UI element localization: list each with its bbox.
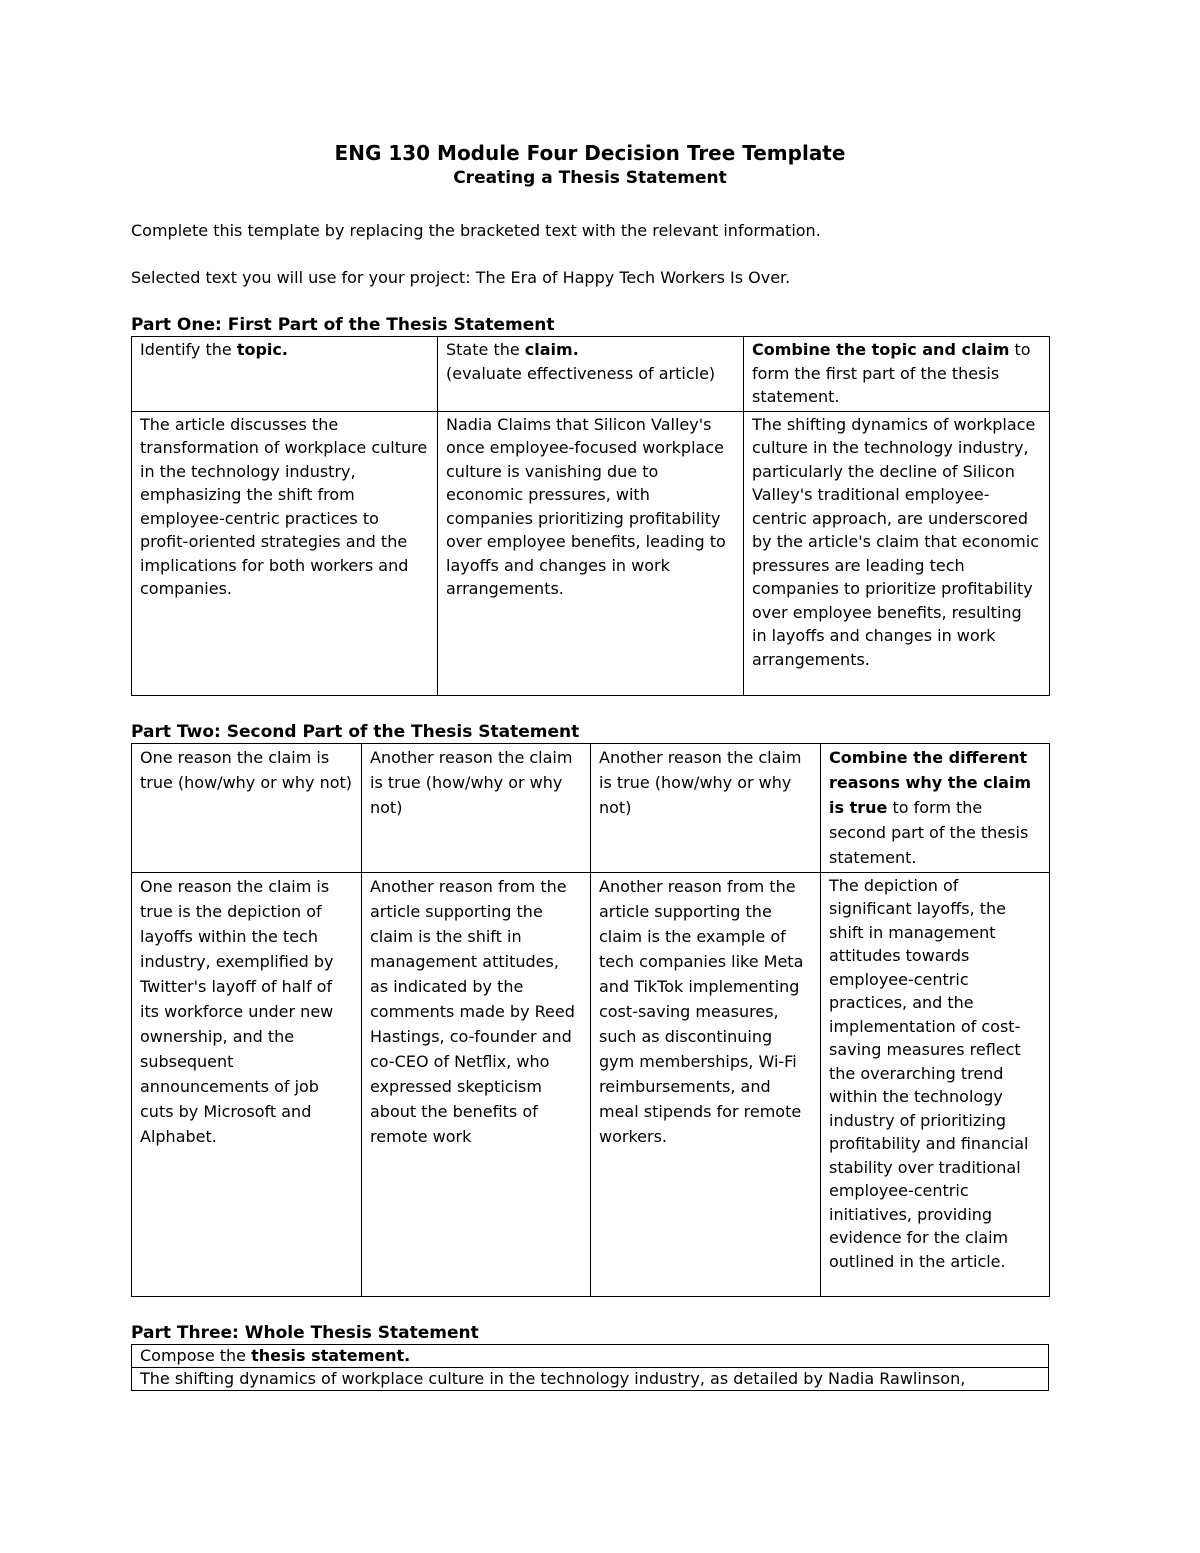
claim-header-note: (evaluate effectiveness of article) [446, 363, 716, 383]
reason-one-cell[interactable]: One reason the claim is true is the depiction of layoffs within the tech industry, exemplified by Twitter's layoff of half of its workforce under new ownership, and the subsequent announcements of job cuts by Microsoft and Alphabet. [132, 872, 362, 1296]
thesis-statement-cell[interactable]: The shifting dynamics of workplace culture in the technology industry, as detailed by Nadia Rawlinson, [132, 1367, 1049, 1390]
part-two-heading: Part Two: Second Part of the Thesis Statement [131, 721, 580, 742]
reason-three-header-cell: Another reason the claim is true (how/why or why not) [591, 743, 821, 872]
reason-three-cell[interactable]: Another reason from the article supporting the claim is the example of tech companies like Meta and TikTok implementing cost-saving measures, such as discontinuing gym memberships, Wi-Fi reimbursements, and meal stipends for remote workers. [591, 872, 821, 1296]
combined-second-part-cell[interactable]: The depiction of significant layoffs, the shift in management attitudes towards employee-centric practices, and the implementation of cost-saving measures reflect the overarching trend within the technology industry of prioritizing profitability and financial stability over traditional employee-centric initiatives, providing evidence for the claim outlined in the article. [821, 872, 1050, 1296]
part-one-table [131, 336, 1050, 696]
thesis-header-label: Compose the [140, 1345, 252, 1365]
topic-header-label: Identify the [140, 340, 237, 359]
thesis-header-keyword: thesis statement. [251, 1345, 411, 1365]
part-two-table [131, 743, 1050, 1297]
combine-header-label: to form the first part of the thesis statement. [752, 340, 1031, 406]
combine-reasons-header-cell [821, 743, 1050, 872]
document-page [131, 140, 1049, 1391]
thesis-header-cell [132, 1344, 1049, 1367]
document-title: ENG 130 Module Four Decision Tree Template [334, 141, 846, 165]
reason-one-header-cell: One reason the claim is true (how/why or why not) [132, 743, 362, 872]
table-row [132, 411, 1050, 695]
table-header-row [132, 1344, 1049, 1367]
table-header-row [132, 337, 1050, 412]
claim-header-cell [438, 337, 744, 412]
topic-cell[interactable]: The article discusses the transformation of workplace culture in the technology industry, emphasizing the shift from employee-centric practices to profit-oriented strategies and the implications for both workers and companies. [132, 411, 438, 695]
instructions-text: Complete this template by replacing the bracketed text with the relevant information. [131, 221, 821, 240]
combine-header-keyword: Combine the topic and claim [752, 340, 1010, 359]
document-subtitle: Creating a Thesis Statement [453, 168, 727, 188]
topic-header-keyword: topic. [236, 340, 288, 359]
selected-text-line: Selected text you will use for your project: The Era of Happy Tech Workers Is Over. [131, 268, 791, 287]
combine-reasons-label: to form the second part of the thesis statement. [829, 797, 1029, 867]
combine-header-cell [744, 337, 1050, 412]
claim-header-label: State the [446, 340, 525, 359]
table-row [132, 872, 1050, 1296]
combine-reasons-keyword: Combine the different reasons why the claim is true [829, 747, 1032, 817]
combined-first-part-cell[interactable]: The shifting dynamics of workplace culture in the technology industry, particularly the decline of Silicon Valley's traditional employee-centric approach, are underscored by the article's claim that economic pressures are leading tech companies to prioritize profitability over employee benefits, resulting in layoffs and changes in work arrangements. [744, 411, 1050, 695]
table-row [132, 1367, 1049, 1390]
part-three-heading: Part Three: Whole Thesis Statement [131, 1322, 479, 1343]
part-three-table [131, 1344, 1049, 1391]
table-header-row [132, 743, 1050, 872]
part-one-heading: Part One: First Part of the Thesis Statement [131, 315, 555, 335]
reason-two-cell[interactable]: Another reason from the article supporting the claim is the shift in management attitudes, as indicated by the comments made by Reed Hastings, co-founder and co-CEO of Netflix, who expressed skepticism about the benefits of remote work [362, 872, 591, 1296]
topic-header-cell [132, 337, 438, 412]
claim-header-keyword: claim. [524, 340, 579, 359]
claim-cell[interactable]: Nadia Claims that Silicon Valley's once employee-focused workplace culture is vanishing due to economic pressures, with companies prioritizing profitability over employee benefits, leading to layoffs and changes in work arrangements. [438, 411, 744, 695]
reason-two-header-cell: Another reason the claim is true (how/why or why not) [362, 743, 591, 872]
